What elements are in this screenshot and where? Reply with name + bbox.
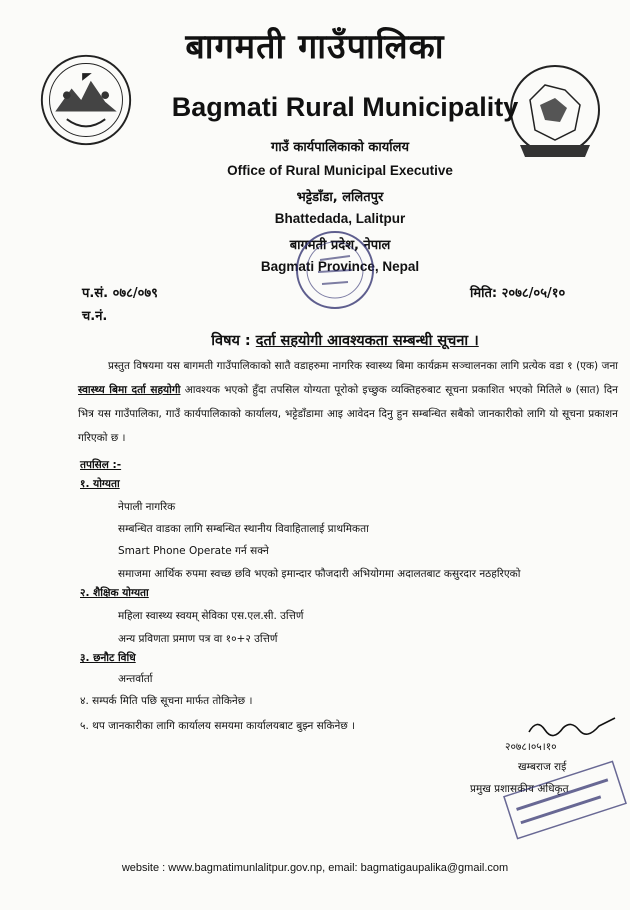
body-highlight: स्वास्थ्य बिमा दर्ता सहयोगी: [78, 384, 181, 396]
province-nepali: बागमती प्रदेश, नेपाल: [289, 238, 391, 253]
list-item: सम्बन्धित वाडका लागि सम्बन्धित स्थानीय विवाहितालाई प्राथमिकता: [118, 523, 369, 535]
signature-date: २०७८।०५।१०: [505, 741, 557, 753]
handwritten-signature: [525, 712, 620, 740]
list-item: नेपाली नागरिक: [118, 501, 176, 513]
details-label: तपसिल :-: [80, 459, 122, 471]
subject-text: दर्ता सहयोगी आवश्यकता सम्बन्धी सूचना ।: [255, 333, 479, 349]
address-english: Bhattedada, Lalitpur: [274, 211, 406, 226]
signatory-stamp: [500, 760, 630, 840]
office-name-english: Office of Rural Municipal Executive: [227, 163, 453, 178]
municipality-name-english: Bagmati Rural Municipality: [171, 92, 519, 122]
info-note: ५. थप जानकारीका लागि कार्यालय समयमा कार्यालयबाट बुझ्न सकिनेछ ।: [80, 720, 356, 732]
subject-prefix: विषय :: [211, 333, 251, 349]
office-seal-stamp: [290, 220, 380, 320]
section-qualification: १. योग्यता: [80, 478, 120, 490]
body-text-b: आवश्यक भएको हुँदा तपसिल योग्यता पूरोको इच्छुक व्यक्तिहरुबाट सूचना प्रकाशित भएको मितिले ७ (सात) दिन भित्र यस गाउँपालिका, गाउँ कार्यपालिकाको कार्यालय, भट्टेडाँडामा आइ आवेदन दिनु हुन सम्बन्धित सबैको जानकारीको लागि यो सूचना प्रकाशन गरिएको छ ।: [78, 384, 619, 444]
body-paragraph: [78, 354, 618, 450]
list-item: Smart Phone Operate गर्न सक्ने: [118, 545, 269, 557]
subject-line: [0, 330, 630, 350]
reference-number: प.सं. ०७८/०७९: [82, 286, 158, 301]
province-english: Bagmati Province, Nepal: [260, 259, 420, 274]
body-text-a: प्रस्तुत विषयमा यस बागमती गाउँपालिकाको सातै वडाहरुमा नागरिक स्वास्थ्य बिमा कार्यक्रम सञ्चालनका लागि प्रत्येक वडा १ (एक) जना: [108, 360, 618, 372]
signatory-name: खम्बराज राई: [518, 761, 567, 773]
list-item: अन्तर्वार्ता: [118, 673, 153, 685]
list-item: समाजमा आर्थिक रुपमा स्वच्छ छवि भएको इमान्दार फौजदारी अभियोगमा अदालतबाट कसुरदार नठहरिएको: [118, 568, 521, 580]
footer-contact: website : www.bagmatimunlalitpur.gov.np, email: bagmatigaupalika@gmail.com: [121, 862, 509, 874]
section-education: २. शैक्षिक योग्यता: [80, 587, 149, 599]
municipality-name-nepali: बागमती गाउँपालिका: [185, 27, 445, 67]
office-name-nepali: गाउँ कार्यपालिकाको कार्यालय: [271, 140, 409, 155]
section-selection: ३. छनौट विधि: [80, 652, 136, 664]
list-item: अन्य प्रविणता प्रमाण पत्र वा १०+२ उत्तिर्ण: [118, 633, 278, 645]
dispatch-number: च.नं.: [82, 309, 108, 324]
list-item: महिला स्वास्थ्य स्वयम् सेविका एस.एल.सी. उत्तिर्ण: [118, 610, 304, 622]
letter-date: मिति: २०७८/०५/१०: [470, 286, 566, 301]
signatory-title: प्रमुख प्रशासकीय अधिकृत: [470, 783, 569, 795]
contact-note: ४. सम्पर्क मिति पछि सूचना मार्फत तोकिनेछ ।: [80, 695, 253, 707]
address-nepali: भट्टेडाँडा, ललितपुर: [296, 190, 384, 205]
